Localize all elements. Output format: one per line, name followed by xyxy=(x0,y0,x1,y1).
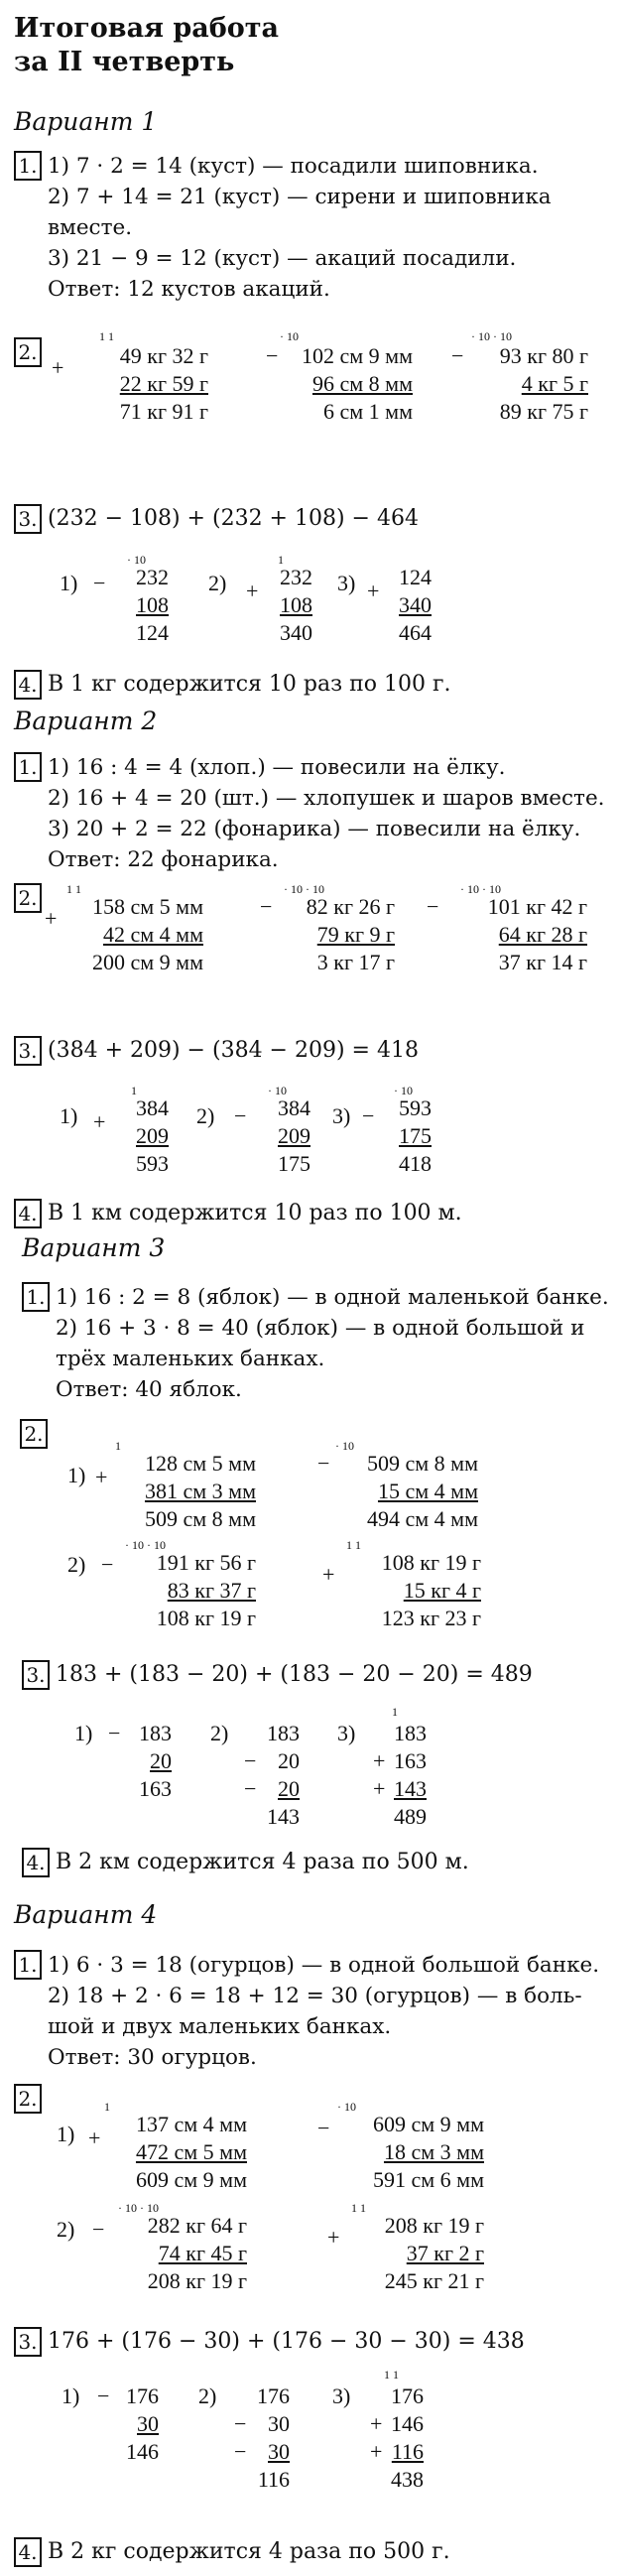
operand-bottom: 143 xyxy=(394,1776,427,1801)
operator-sign: − xyxy=(244,1748,257,1773)
operator-sign: − xyxy=(317,1451,330,1476)
step-label: 2) xyxy=(208,571,227,595)
page-title xyxy=(14,12,279,79)
result: 438 xyxy=(391,2467,424,2492)
task-number-badge: 4. xyxy=(22,1848,50,1877)
column-calculation xyxy=(196,1082,310,1191)
operand-bottom: 18 см 3 мм xyxy=(383,2139,484,2164)
task-3-expression: (384 + 209) − (384 − 209) = 418 xyxy=(48,1038,419,1063)
operand-top: 124 xyxy=(399,565,432,589)
column-calculation xyxy=(62,2372,159,2464)
operand-top: 82 кг 26 г xyxy=(306,894,395,919)
operand-bottom: 4 кг 5 г xyxy=(521,371,588,396)
result: 489 xyxy=(394,1804,427,1829)
variant-heading: Вариант 3 xyxy=(22,1233,166,1262)
task-number-badge: 2. xyxy=(14,2084,42,2114)
task-1-text xyxy=(56,1282,609,1405)
carry-marks: 1 1 xyxy=(346,1538,361,1552)
task-number-badge: 1. xyxy=(14,1950,42,1980)
result: 245 кг 21 г xyxy=(384,2268,484,2293)
task-1-text xyxy=(48,151,552,305)
carry-marks: · 10 · 10 xyxy=(125,1538,166,1552)
carry-marks: · 10 xyxy=(337,2100,356,2114)
operator-sign: − xyxy=(244,1776,257,1801)
operator-sign: + xyxy=(52,355,64,380)
task-3-expression: 176 + (176 − 30) + (176 − 30 − 30) = 438 xyxy=(48,2329,525,2354)
column-calculation xyxy=(317,2102,484,2201)
result: 108 кг 19 г xyxy=(156,1606,256,1630)
carry-marks: 1 xyxy=(104,2100,110,2114)
carry-marks: 1 1 xyxy=(99,329,114,343)
operand-bottom: 20 xyxy=(278,1776,300,1801)
operand-top: 183 xyxy=(394,1721,427,1745)
task-number-badge: 4. xyxy=(14,2537,42,2567)
column-calculation xyxy=(60,1082,169,1191)
operator-sign: − xyxy=(362,1103,375,1128)
operand-top: 128 см 5 мм xyxy=(144,1451,256,1476)
result: 593 xyxy=(136,1151,169,1176)
task-4-text: В 2 кг содержится 4 раза по 500 г. xyxy=(48,2539,450,2564)
result: 89 кг 75 г xyxy=(499,399,588,424)
operand-top: 384 xyxy=(136,1095,169,1120)
result: 143 xyxy=(267,1804,300,1829)
task-number-badge: 4. xyxy=(14,670,42,700)
operand-top: 49 кг 32 г xyxy=(119,343,208,368)
operator-sign: − xyxy=(260,894,273,919)
operand-middle: 146 xyxy=(391,2411,424,2436)
carry-marks: · 10 xyxy=(335,1439,354,1453)
column-calculation xyxy=(337,1705,427,1829)
result: 6 см 1 мм xyxy=(322,399,413,424)
operand-bottom: 175 xyxy=(399,1123,432,1148)
operator-sign: − xyxy=(317,2116,330,2140)
operand-top: 176 xyxy=(391,2383,424,2408)
text-line: 1) 7 · 2 = 14 (куст) — посадили шиповника. xyxy=(48,154,539,179)
step-label: 3) xyxy=(332,1103,351,1128)
column-calculation xyxy=(74,1709,172,1801)
operand-bottom: 20 xyxy=(150,1748,172,1773)
carry-marks: 1 xyxy=(392,1705,398,1719)
variant-heading: Вариант 2 xyxy=(14,707,158,735)
operand-top: 384 xyxy=(278,1095,310,1120)
text-line: 2) 18 + 2 · 6 = 18 + 12 = 30 (огурцов) — в боль- xyxy=(48,1984,582,2008)
task-4-text: В 1 км содержится 10 раз по 100 м. xyxy=(48,1201,462,1225)
result: 123 кг 23 г xyxy=(381,1606,481,1630)
step-label: 1) xyxy=(74,1721,93,1745)
operand-bottom: 209 xyxy=(136,1123,169,1148)
task-number-badge: 4. xyxy=(14,1199,42,1228)
text-line: Ответ: 40 яблок. xyxy=(56,1377,242,1402)
operator-sign: + xyxy=(367,579,380,603)
text-line: 3) 20 + 2 = 22 (фонарика) — повесили на ёлку. xyxy=(48,817,581,841)
column-calculation xyxy=(256,882,395,985)
operator-sign: − xyxy=(92,2217,105,2242)
carry-marks: · 10 · 10 xyxy=(284,882,324,896)
operand-bottom: 30 xyxy=(137,2411,159,2436)
result: 175 xyxy=(278,1151,310,1176)
text-line: Ответ: 30 огурцов. xyxy=(48,2045,257,2070)
title-line-2: за II четверть xyxy=(14,47,235,77)
variant-heading: Вариант 4 xyxy=(14,1900,158,1929)
operand-bottom: 30 xyxy=(268,2439,290,2464)
column-calculation xyxy=(52,329,208,435)
operator-sign: − xyxy=(234,2411,247,2436)
operand-top: 158 см 5 мм xyxy=(91,894,203,919)
step-label: 2) xyxy=(196,1103,215,1128)
operand-bottom: 79 кг 9 г xyxy=(316,922,395,947)
operand-top: 183 xyxy=(267,1721,300,1745)
column-calculation xyxy=(322,1538,481,1637)
result: 116 xyxy=(257,2467,290,2492)
step-label: 1) xyxy=(60,1103,78,1128)
carry-marks: 1 1 xyxy=(66,882,81,896)
column-calculation xyxy=(210,1709,300,1828)
carry-marks: · 10 xyxy=(394,1084,413,1097)
operand-bottom: 340 xyxy=(399,592,432,617)
task-number-badge: 3. xyxy=(22,1660,50,1690)
operator-sign: − xyxy=(97,2383,110,2408)
operand-top: 282 кг 64 г xyxy=(147,2213,247,2238)
step-label: 1) xyxy=(67,1463,86,1487)
operand-middle: 20 xyxy=(278,1748,300,1773)
operand-bottom: 96 см 8 мм xyxy=(311,371,413,396)
carry-marks: 1 xyxy=(115,1439,121,1453)
carry-marks: · 10 xyxy=(127,553,146,567)
operator-sign: − xyxy=(234,2439,247,2464)
operand-bottom: 108 xyxy=(280,592,312,617)
operand-bottom: 83 кг 37 г xyxy=(167,1578,256,1603)
step-label: 1) xyxy=(57,2122,75,2146)
task-1-text xyxy=(48,752,605,875)
result: 163 xyxy=(139,1776,172,1801)
carry-marks: · 10 · 10 xyxy=(118,2201,159,2215)
operand-top: 593 xyxy=(399,1095,432,1120)
column-calculation xyxy=(67,1538,256,1637)
task-number-badge: 2. xyxy=(20,1419,48,1449)
task-number-badge: 1. xyxy=(14,752,42,782)
column-calculation xyxy=(60,551,169,660)
carry-marks: 1 1 xyxy=(384,2368,399,2382)
operator-sign: + xyxy=(373,1748,386,1773)
operand-bottom: 209 xyxy=(278,1123,310,1148)
text-line: 1) 16 : 2 = 8 (яблок) — в одной маленькой банке. xyxy=(56,1285,609,1310)
column-calculation xyxy=(427,882,587,985)
operator-sign: − xyxy=(234,1103,247,1128)
task-number-badge: 1. xyxy=(22,1282,50,1312)
column-calculation xyxy=(317,1439,478,1538)
operand-bottom: 74 кг 45 г xyxy=(158,2241,247,2265)
operand-top: 191 кг 56 г xyxy=(156,1550,256,1575)
operand-bottom: 15 кг 4 г xyxy=(403,1578,481,1603)
result: 3 кг 17 г xyxy=(316,950,395,974)
operator-sign: + xyxy=(95,1465,108,1489)
operand-bottom: 108 xyxy=(136,592,169,617)
carry-marks: · 10 · 10 xyxy=(471,329,512,343)
operand-top: 176 xyxy=(257,2383,290,2408)
result: 37 кг 14 г xyxy=(498,950,587,974)
operand-top: 232 xyxy=(136,565,169,589)
step-label: 3) xyxy=(337,1721,356,1745)
text-line: 2) 16 + 3 · 8 = 40 (яблок) — в одной большой и xyxy=(56,1316,585,1341)
task-3-expression: 183 + (183 − 20) + (183 − 20 − 20) = 489 xyxy=(56,1662,533,1687)
operator-sign: + xyxy=(370,2439,383,2464)
text-line: 3) 21 − 9 = 12 (куст) — акаций посадили. xyxy=(48,246,517,271)
result: 591 см 6 мм xyxy=(372,2167,484,2192)
operator-sign: − xyxy=(93,571,106,595)
operator-sign: − xyxy=(108,1721,121,1745)
operand-top: 208 кг 19 г xyxy=(384,2213,484,2238)
operand-bottom: 116 xyxy=(391,2439,424,2464)
step-label: 1) xyxy=(62,2383,80,2408)
result: 609 см 9 мм xyxy=(135,2167,247,2192)
operand-bottom: 64 кг 28 г xyxy=(498,922,587,947)
carry-marks: 1 xyxy=(131,1084,137,1097)
operand-top: 93 кг 80 г xyxy=(499,343,588,368)
text-line: Ответ: 12 кустов акаций. xyxy=(48,277,330,302)
step-label: 2) xyxy=(67,1552,86,1577)
result: 124 xyxy=(136,620,169,645)
column-calculation xyxy=(198,2372,290,2491)
operand-middle: 30 xyxy=(268,2411,290,2436)
column-calculation xyxy=(67,1439,256,1538)
task-3-expression: (232 − 108) + (232 + 108) − 464 xyxy=(48,506,419,531)
carry-marks: · 10 xyxy=(268,1084,287,1097)
step-label: 1) xyxy=(60,571,78,595)
result: 494 см 4 мм xyxy=(366,1506,478,1531)
text-line: 2) 7 + 14 = 21 (куст) — сирени и шиповника xyxy=(48,185,552,209)
operand-bottom: 472 см 5 мм xyxy=(135,2139,247,2164)
result: 200 см 9 мм xyxy=(91,950,203,974)
step-label: 2) xyxy=(198,2383,217,2408)
column-calculation xyxy=(266,329,413,435)
column-calculation xyxy=(332,2368,424,2492)
task-number-badge: 3. xyxy=(14,504,42,534)
operator-sign: + xyxy=(322,1562,335,1587)
task-number-badge: 3. xyxy=(14,1036,42,1066)
text-line: 1) 6 · 3 = 18 (огурцов) — в одной большой банке. xyxy=(48,1953,600,1978)
column-calculation xyxy=(208,551,312,660)
step-label: 3) xyxy=(337,571,356,595)
task-number-badge: 1. xyxy=(14,151,42,181)
carry-marks: · 10 · 10 xyxy=(460,882,501,896)
operand-top: 183 xyxy=(139,1721,172,1745)
step-label: 2) xyxy=(57,2217,75,2242)
task-number-badge: 2. xyxy=(14,337,42,367)
column-calculation xyxy=(337,551,432,660)
column-calculation xyxy=(57,2203,247,2302)
text-line: Ответ: 22 фонарика. xyxy=(48,847,279,872)
result: 464 xyxy=(399,620,432,645)
operand-bottom: 22 кг 59 г xyxy=(119,371,208,396)
task-number-badge: 2. xyxy=(14,883,42,913)
text-line: трёх маленьких банках. xyxy=(56,1347,325,1371)
text-line: шой и двух маленьких банках. xyxy=(48,2014,392,2039)
carry-marks: 1 1 xyxy=(351,2201,366,2215)
column-calculation xyxy=(57,2102,247,2201)
operand-bottom: 15 см 4 мм xyxy=(377,1479,478,1503)
task-number-badge: 3. xyxy=(14,2327,42,2357)
carry-marks: · 10 xyxy=(280,329,299,343)
result: 418 xyxy=(399,1151,432,1176)
operator-sign: + xyxy=(373,1776,386,1801)
title-line-1: Итоговая работа xyxy=(14,13,280,44)
result: 71 кг 91 г xyxy=(119,399,208,424)
operand-middle: 163 xyxy=(394,1748,427,1773)
operand-top: 509 см 8 мм xyxy=(366,1451,478,1476)
operand-top: 108 кг 19 г xyxy=(381,1550,481,1575)
task-4-text: В 2 км содержится 4 раза по 500 м. xyxy=(56,1850,469,1874)
operator-sign: − xyxy=(266,343,279,368)
task-1-text xyxy=(48,1950,599,2073)
result: 146 xyxy=(126,2439,159,2464)
operand-top: 101 кг 42 г xyxy=(487,894,587,919)
operand-top: 609 см 9 мм xyxy=(372,2112,484,2136)
operand-bottom: 37 кг 2 г xyxy=(406,2241,484,2265)
operand-top: 137 см 4 мм xyxy=(135,2112,247,2136)
operator-sign: + xyxy=(327,2225,340,2250)
column-calculation xyxy=(45,882,203,985)
operator-sign: − xyxy=(427,894,439,919)
column-calculation xyxy=(332,1082,432,1191)
task-4-text: В 1 кг содержится 10 раз по 100 г. xyxy=(48,672,451,697)
operand-bottom: 42 см 4 мм xyxy=(102,922,203,947)
result: 208 кг 19 г xyxy=(147,2268,247,2293)
operator-sign: + xyxy=(246,579,259,603)
operand-bottom: 381 см 3 мм xyxy=(144,1479,256,1503)
operand-top: 176 xyxy=(126,2383,159,2408)
carry-marks: 1 xyxy=(278,553,284,567)
step-label: 2) xyxy=(210,1721,229,1745)
operand-top: 102 см 9 мм xyxy=(301,343,413,368)
operand-top: 232 xyxy=(280,565,312,589)
operator-sign: + xyxy=(93,1109,106,1134)
step-label: 3) xyxy=(332,2383,351,2408)
operator-sign: + xyxy=(88,2125,101,2150)
variant-heading: Вариант 1 xyxy=(14,107,158,136)
result: 509 см 8 мм xyxy=(144,1506,256,1531)
operator-sign: − xyxy=(451,343,464,368)
text-line: 1) 16 : 4 = 4 (хлоп.) — повесили на ёлку. xyxy=(48,755,506,780)
result: 340 xyxy=(280,620,312,645)
operator-sign: + xyxy=(45,906,58,931)
text-line: 2) 16 + 4 = 20 (шт.) — хлопушек и шаров вместе. xyxy=(48,786,605,811)
operator-sign: + xyxy=(370,2411,383,2436)
text-line: вместе. xyxy=(48,215,133,240)
column-calculation xyxy=(451,329,588,435)
operator-sign: − xyxy=(101,1552,114,1577)
column-calculation xyxy=(327,2203,484,2302)
